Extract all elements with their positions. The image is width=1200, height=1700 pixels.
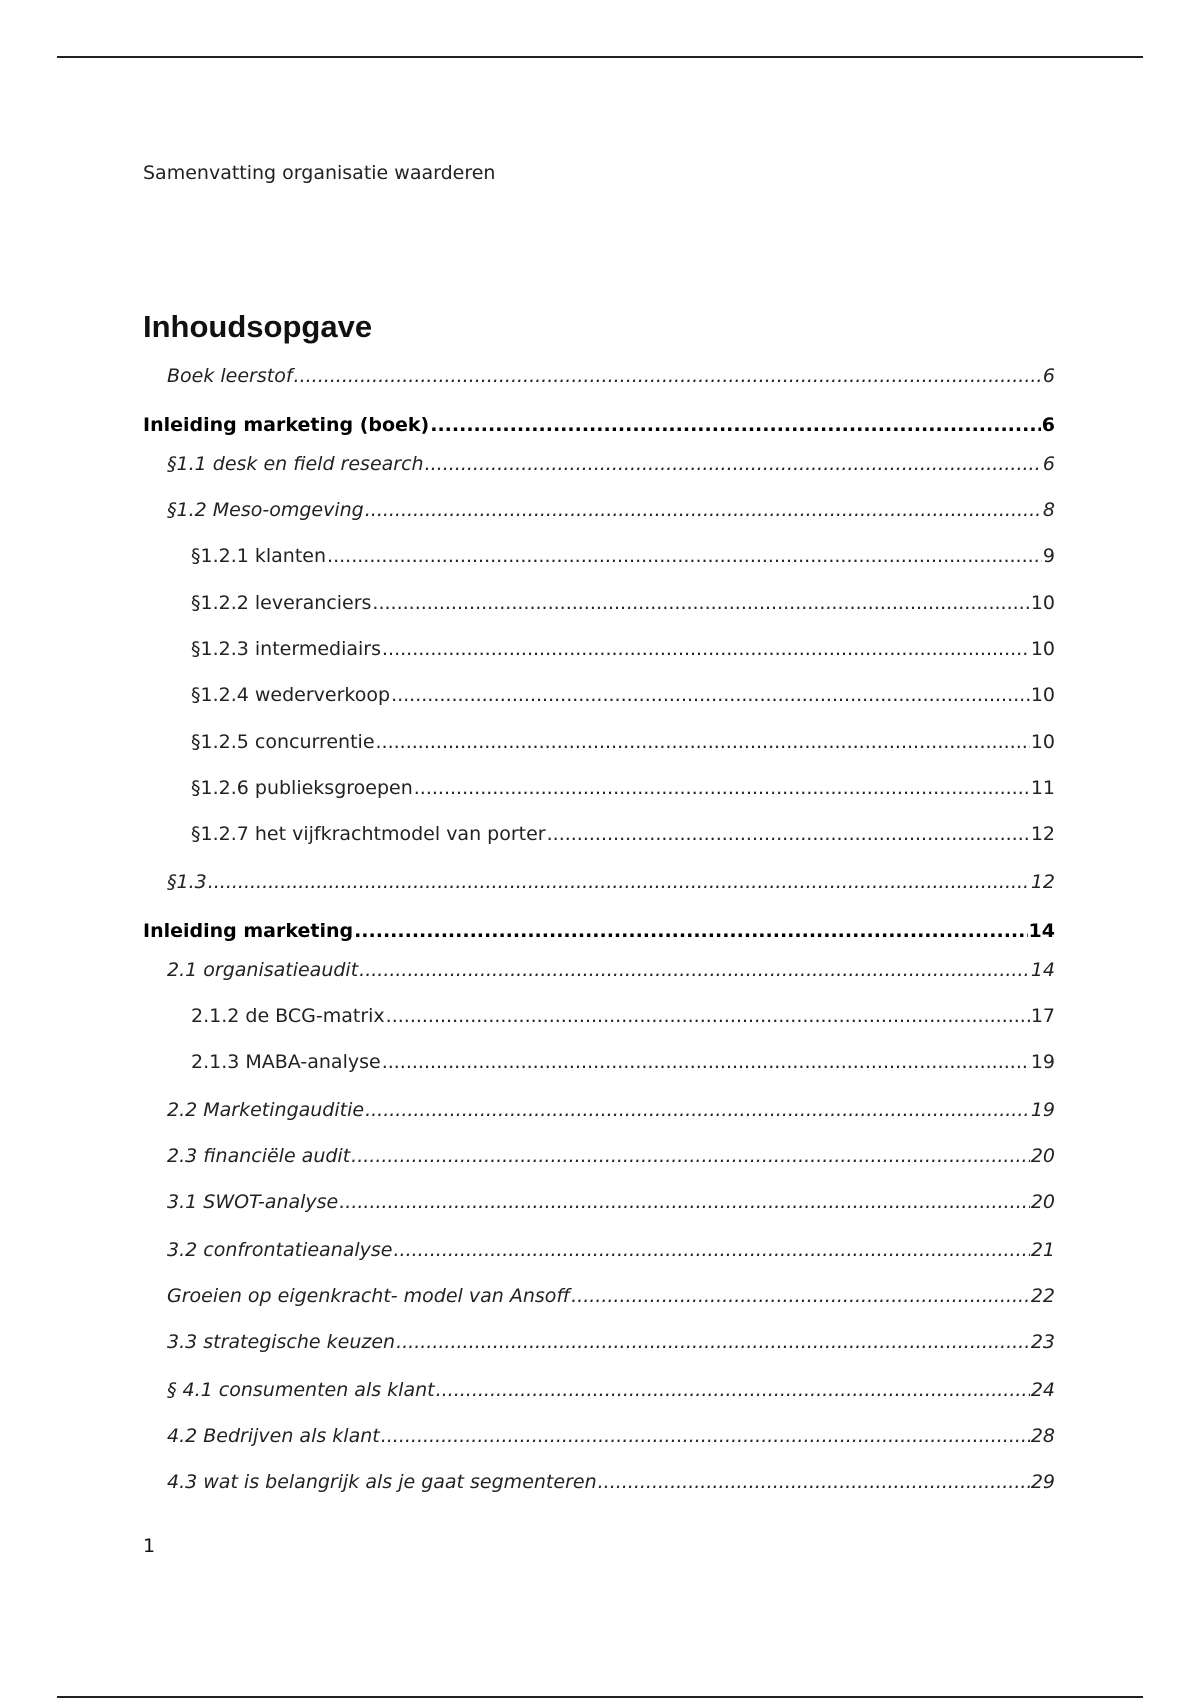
toc-entry-title: 3.2 confrontatieanalyse	[167, 1239, 393, 1261]
toc-entry-title: §1.2.6 publieksgroepen	[191, 777, 413, 799]
toc-dot-leader	[365, 1096, 1030, 1124]
toc-entry-title: Inleiding marketing	[143, 920, 354, 942]
toc-entry-title: §1.2.3 intermediairs	[191, 638, 381, 660]
toc-dot-leader	[436, 1376, 1030, 1404]
toc-entry[interactable]	[143, 450, 1055, 478]
toc-entry[interactable]	[143, 1376, 1055, 1404]
toc-entry-title: 3.3 strategische keuzen	[167, 1331, 396, 1353]
toc-entry[interactable]	[143, 820, 1055, 848]
toc-entry[interactable]	[143, 1188, 1055, 1216]
toc-entry[interactable]	[143, 681, 1055, 709]
toc-entry-page: 19	[1030, 1051, 1055, 1073]
toc-dot-leader	[365, 496, 1042, 524]
toc-entry[interactable]	[143, 542, 1055, 570]
toc-entry-page: 6	[1042, 365, 1055, 387]
toc-entry-page: 6	[1042, 453, 1055, 475]
toc-entry-title: §1.3	[167, 871, 207, 893]
toc-entry[interactable]	[143, 1282, 1055, 1310]
toc-entry-title: 2.2 Marketingauditie	[167, 1099, 365, 1121]
page-number: 1	[143, 1535, 156, 1557]
toc-entry-page: 12	[1030, 871, 1055, 893]
document-header: Samenvatting organisatie waarderen	[143, 162, 496, 184]
toc-entry[interactable]	[143, 1142, 1055, 1170]
toc-entry-title: §1.2 Meso-omgeving	[167, 499, 364, 521]
toc-entry-page: 9	[1042, 545, 1055, 567]
toc-dot-leader	[354, 917, 1027, 945]
toc-entry[interactable]	[143, 774, 1055, 802]
toc-entry-page: 10	[1030, 638, 1055, 660]
toc-dot-leader	[425, 450, 1042, 478]
toc-entry[interactable]	[143, 917, 1055, 945]
toc-entry[interactable]	[143, 1422, 1055, 1450]
toc-dot-leader	[381, 1422, 1030, 1450]
toc-dot-leader	[414, 774, 1030, 802]
toc-entry-title: 2.3 financiële audit	[167, 1145, 351, 1167]
toc-entry[interactable]	[143, 635, 1055, 663]
toc-entry-title: 3.1 SWOT-analyse	[167, 1191, 339, 1213]
toc-entry-page: 12	[1030, 823, 1055, 845]
toc-entry-page: 21	[1030, 1239, 1055, 1261]
toc-entry-page: 14	[1030, 959, 1055, 981]
toc-entry-page: 8	[1042, 499, 1055, 521]
toc-title: Inhoudsopgave	[143, 309, 373, 344]
toc-dot-leader	[391, 681, 1030, 709]
toc-dot-leader	[359, 956, 1030, 984]
toc-entry[interactable]	[143, 868, 1055, 896]
toc-dot-leader	[208, 868, 1030, 896]
toc-entry-page: 22	[1030, 1285, 1055, 1307]
toc-entry-page: 23	[1030, 1331, 1055, 1353]
toc-entry-page: 6	[1041, 414, 1055, 436]
toc-dot-leader	[547, 820, 1030, 848]
toc-entry-page: 11	[1030, 777, 1055, 799]
toc-entry-title: §1.2.2 leveranciers	[191, 592, 372, 614]
toc-entry-page: 14	[1028, 920, 1055, 942]
toc-entry[interactable]	[143, 589, 1055, 617]
toc-entry-page: 20	[1030, 1191, 1055, 1213]
toc-entry-title: 4.3 wat is belangrijk als je gaat segmenteren	[167, 1471, 597, 1493]
toc-dot-leader	[571, 1282, 1030, 1310]
toc-dot-leader	[598, 1468, 1030, 1496]
toc-dot-leader	[351, 1142, 1030, 1170]
toc-entry-title: Boek leerstof	[167, 365, 293, 387]
toc-dot-leader	[396, 1328, 1030, 1356]
toc-entry-title: §1.1 desk en field research	[167, 453, 424, 475]
toc-entry-page: 28	[1030, 1425, 1055, 1447]
toc-entry-page: 10	[1030, 592, 1055, 614]
toc-entry-title: 2.1.2 de BCG-matrix	[191, 1005, 385, 1027]
toc-entry-page: 10	[1030, 684, 1055, 706]
footer-rule	[57, 1696, 1143, 1698]
toc-entry[interactable]	[143, 728, 1055, 756]
toc-dot-leader	[327, 542, 1042, 570]
toc-entry-page: 10	[1030, 731, 1055, 753]
toc-entry[interactable]	[143, 1236, 1055, 1264]
toc-entry[interactable]	[143, 1048, 1055, 1076]
toc-entry[interactable]	[143, 1096, 1055, 1124]
toc-entry-page: 17	[1030, 1005, 1055, 1027]
toc-dot-leader	[386, 1002, 1030, 1030]
toc-dot-leader	[294, 362, 1042, 390]
toc-dot-leader	[372, 589, 1029, 617]
toc-dot-leader	[394, 1236, 1030, 1264]
toc-entry-title: 2.1 organisatieaudit	[167, 959, 359, 981]
toc-entry-title: 2.1.3 MABA-analyse	[191, 1051, 381, 1073]
toc-entry-title: 4.2 Bedrijven als klant	[167, 1425, 380, 1447]
toc-entry[interactable]	[143, 1002, 1055, 1030]
toc-dot-leader	[382, 1048, 1030, 1076]
toc-entry-title: Groeien op eigenkracht- model van Ansoff	[167, 1285, 571, 1307]
toc-dot-leader	[376, 728, 1030, 756]
toc-dot-leader	[382, 635, 1030, 663]
toc-entry[interactable]	[143, 411, 1055, 439]
toc-entry[interactable]	[143, 362, 1055, 390]
header-rule	[57, 56, 1143, 58]
toc-entry[interactable]	[143, 1468, 1055, 1496]
toc-entry[interactable]	[143, 956, 1055, 984]
toc-entry-title: §1.2.5 concurrentie	[191, 731, 375, 753]
toc-entry-title: § 4.1 consumenten als klant	[167, 1379, 435, 1401]
toc-entry-page: 29	[1030, 1471, 1055, 1493]
toc-dot-leader	[339, 1188, 1030, 1216]
toc-entry-title: §1.2.7 het vijfkrachtmodel van porter	[191, 823, 546, 845]
toc-entry-page: 20	[1030, 1145, 1055, 1167]
toc-entry[interactable]	[143, 496, 1055, 524]
toc-entry-title: §1.2.4 wederverkoop	[191, 684, 391, 706]
toc-entry-title: §1.2.1 klanten	[191, 545, 327, 567]
toc-entry[interactable]	[143, 1328, 1055, 1356]
toc-entry-title: Inleiding marketing (boek)	[143, 414, 430, 436]
toc-entry-page: 19	[1030, 1099, 1055, 1121]
toc-entry-page: 24	[1030, 1379, 1055, 1401]
toc-dot-leader	[430, 411, 1041, 439]
